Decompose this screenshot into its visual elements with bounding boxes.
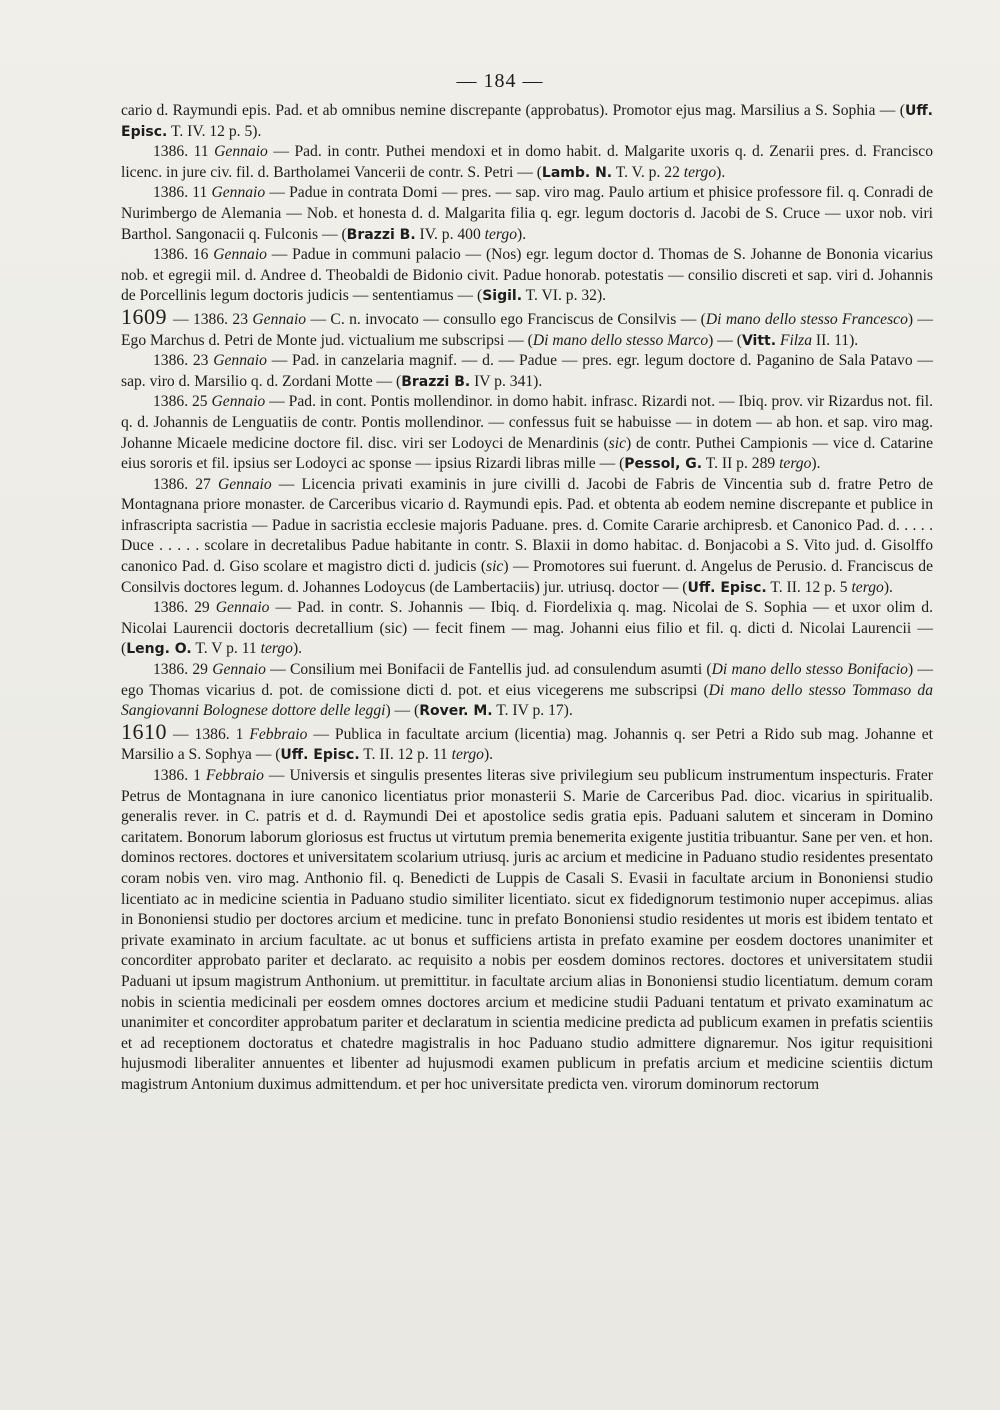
entry-text: 1386. 11 Gennaio — Padue in contrata Domi — pres. — sap. viro mag. Paulo artium et phisice professore fil. q. Conradi de Nurimbergo de Alemania — Nob. et honesta d. d. Malgarita filia q. egr. legum doctoris d. Jacobi de S. Cruce — uxor nob. viri Barthol. Sangonacii q. Fulconis — (Brazzi B. IV. p. 400 tergo). bbox=[121, 184, 933, 243]
entry-text: — 1386. 1 Febbraio — Publica in facultate arcium (licentia) mag. Johannis q. ser Petri a Rido sub mag. Johanne et Marsilio a S. Sophya — (Uff. Episc. T. II. 12 p. 11 tergo). bbox=[121, 725, 933, 764]
entry-text: 1386. 1 Febbraio — Universis et singulis presentes literas sive privilegium seu publicum instrumentum inspecturis. Frater Petrus de Montagnana in iure canonico licentiatus prior monasterii S. Marie de Carceribus Pad. dioc. vicarius in spiritualib. generalis rever. in C. patris et d. d. Raymundi Dei et apostolice sedis gratia epis. Paduani salutem et sinceram in Domino caritatem. Bonorum laborum gloriosus est fructus ut virtutum premia benemerita exigente justitia tribuantur. Sane per ven. et hon. dominos rectores. doctores et universitatem scolarium utriusq. juris ac arcium et medicine in Paduano studio residentes presentato coram nobis ven. viro mag. Anthonio fil. q. Benedicti de Luppis de Casali S. Evasii in facultate arcium in Bononiensi studio licentiato ac in medicine scientia in Paduano studio similiter licentiato. sicut ex fidedignorum testimonio nuper accepimus. alias in Bononiensi studio per doctores arcium et medicine. tunc in prefato Bononiensi studio residentes ut moris est ibidem tentato et private examinato in arcium facultate. ac ut bonus et sufficiens artista in prefato examine per eosdem doctores unanimiter et concorditer approbato pariter et declarato. ac requisito a nobis per eosdem dominos rectores. doctores et universitatem studii Paduani ut ipsum magistrum Anthonium. ut premittitur. in facultate arcium alias in Bononiensi studio licentiatum. demum coram nobis in scientia medicinali per eosdem omnes doctores arcium et medicine studii Paduani tentatum et privato examinatum ac unanimiter et concorditer approbatum pariter et declaratum in scientia medicine predicta ad publicum examen in prefatis scientiis et ad receptionem doctoratus et chatedre magistralis in hoc Paduano studio admittere dignaremur. Nos igitur requisitioni hujusmodi liberaliter annuentes et libenter ad hujusmodi examen publicum in prefatis arcium et medicine scientiis dictum magistrum Antonium duximus admittendum. et per hoc universitate predicta ven. virorum dominorum rectorum bbox=[121, 767, 933, 1093]
document-entry bbox=[121, 183, 933, 245]
entry-text: cario d. Raymundi epis. Pad. et ab omnibus nemine discrepante (approbatus). Promotor ejus mag. Marsilius a S. Sophia — (Uff. Episc. T. IV. 12 p. 5). bbox=[121, 102, 933, 140]
document-entry bbox=[121, 475, 933, 599]
entry-text: 1386. 23 Gennaio — Pad. in canzelaria magnif. — d. — Padue — pres. egr. legum doctore d. Paganino de Sala Patavo — sap. viro d. Marsilio q. d. Zordani Motte — (Brazzi B. IV p. 341). bbox=[121, 352, 933, 390]
document-entry bbox=[121, 142, 933, 183]
document-entry bbox=[121, 392, 933, 474]
document-entry bbox=[121, 245, 933, 307]
document-entry-numbered bbox=[121, 718, 933, 766]
entry-text: 1386. 29 Gennaio — Consilium mei Bonifacii de Fantellis jud. ad consulendum asumti (Di mano dello stesso Bonifacio) — ego Thomas vicarius d. pot. de comissione dicti d. pot. et eius vicegerens me subscripsi (Di mano dello stesso Tommaso da Sangiovanni Bolognese dottore delle leggi) — (Rover. M. T. IV p. 17). bbox=[121, 661, 933, 720]
entry-text: 1386. 16 Gennaio — Padue in communi palacio — (Nos) egr. legum doctor d. Thomas de S. Johanne de Bononia vicarius nob. et egregii mil. d. Andree d. Theobaldi de Bidonio civit. Padue honorab. potestatis — consilio discreti et sap. viri d. Johannis de Porcellinis legum doctoris judicis — sententiamus — (Sigil. T. VI. p. 32). bbox=[121, 246, 933, 305]
entry-text: 1386. 29 Gennaio — Pad. in contr. S. Johannis — Ibiq. d. Fiordelixia q. mag. Nicolai de S. Sophia — et uxor olim d. Nicolai Laurencii doctoris decretallium (sic) — fecit finem — mag. Johanni eius filio et fil. q. dicti d. Nicolai Laurencii — (Leng. O. T. V p. 11 tergo). bbox=[121, 599, 933, 658]
entry-text: 1386. 11 Gennaio — Pad. in contr. Puthei mendoxi et in domo habit. d. Malgarite uxoris q. d. Zenarii pres. d. Francisco licenc. in jure civ. fil. d. Bartholamei Vancerii de contr. S. Petri — (Lamb. N. T. V. p. 22 tergo). bbox=[121, 143, 933, 181]
entry-text: 1386. 25 Gennaio — Pad. in cont. Pontis mollendinor. in domo habit. infrasc. Rizardi not. — Ibiq. prov. vir Rizardus not. fil. q. d. Johannis de Lenguatiis de contr. Pontis mollendinor. — confessus fuit se habuisse — in dotem — ab hon. et sap. viro mag. Johanne Micaele medicine doctore fil. disc. viri ser Lodoyci de Menardinis (sic) de contr. Puthei Campionis — vice d. Catarine eius sororis et fil. ipsius ser Lodoyci ac sponse — ipsius Rizardi libras mille — (Pessol, G. T. II p. 289 tergo). bbox=[121, 393, 933, 473]
document-entry-numbered bbox=[121, 303, 934, 351]
document-entry bbox=[121, 766, 933, 1096]
document-body bbox=[121, 101, 933, 1096]
document-number: 1609 bbox=[121, 303, 167, 329]
entry-text: 1386. 27 Gennaio — Licencia privati examinis in jure civilli d. Jacobi de Fabris de Vincentia sub d. fratre Petro de Montagnana priore monaster. de Carceribus vicario d. Raymundi epis. Pad. et obtenta ab eodem nemine discrepante et publice in infrascripta sacristia — Padue in sacristia ecclesie majoris Paduane. pres. d. Comite Cararie archipresb. et Canonico Pad. d. . . . . Duce . . . . . scolare in decretalibus Padue habitante in contr. S. Blaxii in domo habitac. d. Bonjacobi a S. Vito jud. d. Gisolffo canonico Pad. d. Giso scolare et magistro dicti d. judicis (sic) — Promotores sui fuerunt. d. Angelus de Perusio. d. Franciscus de Consilvis doctores legum. d. Johannes Lodoycus (de Lambertaciis) jur. utriusq. doctor — (Uff. Episc. T. II. 12 p. 5 tergo). bbox=[121, 475, 933, 596]
entry-text: — 1386. 23 Gennaio — C. n. invocato — consullo ego Franciscus de Consilvis — (Di mano dello stesso Francesco) — Ego Marchus d. Petri de Monte jud. victualium me subscripsi — (Di mano dello stesso Marco) — (Vitt. Filza II. 11). bbox=[121, 310, 934, 349]
page-number: — 184 — bbox=[456, 70, 544, 92]
document-entry bbox=[121, 101, 933, 142]
document-entry bbox=[121, 660, 933, 722]
document-number: 1610 bbox=[121, 718, 167, 744]
document-entry bbox=[121, 598, 933, 660]
document-entry bbox=[121, 351, 933, 392]
